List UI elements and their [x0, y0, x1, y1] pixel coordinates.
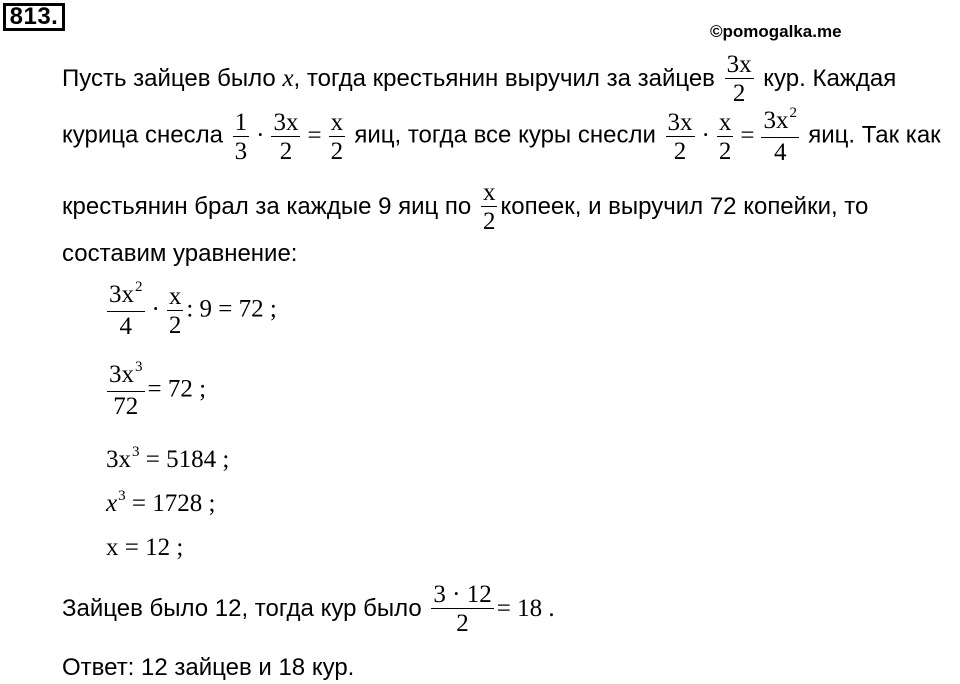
frac-num	[761, 105, 799, 138]
equation-rest: = 5184 ;	[145, 446, 230, 473]
frac-num: x	[718, 108, 732, 136]
text-line-4: составим уравнение:	[62, 240, 298, 267]
frac-num-base: 3x	[109, 361, 134, 388]
exponent: 3	[132, 444, 140, 460]
watermark: ©pomogalka.me	[710, 22, 842, 41]
text-line-2	[62, 105, 941, 166]
equation-4	[106, 490, 215, 518]
fraction	[717, 110, 734, 165]
line1-text-mid: , тогда крестьянин выручил за зайцев	[293, 64, 715, 92]
fraction	[271, 110, 300, 165]
multiply-sign: ·	[151, 295, 160, 323]
fraction-3x12-over-2	[431, 582, 493, 637]
frac-num: x	[168, 282, 182, 310]
equation-3	[106, 446, 229, 474]
frac-num: 3x	[667, 108, 693, 136]
equals-sign: =	[307, 121, 322, 149]
conclusion-text-before: Зайцев было 12, тогда кур было	[62, 594, 422, 622]
frac-den: 2	[482, 208, 496, 235]
problem-number: 813.	[3, 3, 65, 31]
equation-1	[104, 279, 277, 340]
var-x: x	[282, 64, 294, 92]
frac-den: 72	[113, 393, 139, 420]
frac-den: 4	[119, 313, 132, 340]
fraction	[167, 284, 184, 339]
equation-5: x = 12 ;	[106, 534, 184, 561]
fraction	[107, 279, 145, 340]
answer-line: Ответ: 12 зайцев и 18 кур.	[62, 654, 355, 681]
frac-num: x	[482, 179, 496, 206]
frac-den: 2	[673, 137, 687, 165]
text-line-1	[62, 52, 896, 107]
exponent: 2	[135, 279, 143, 295]
expression-total-eggs	[663, 105, 809, 166]
frac-num	[107, 359, 145, 392]
frac-den: 2	[732, 80, 746, 107]
line2-text-mid: яиц, тогда все куры снесли	[354, 121, 656, 149]
frac-den: 2	[279, 137, 293, 165]
frac-num: 3x	[726, 51, 752, 78]
frac-den: 2	[718, 137, 732, 165]
equation-rest: : 9 = 72 ;	[186, 295, 277, 323]
line1-text-after: кур. Каждая	[763, 64, 897, 92]
equation-2	[104, 359, 207, 420]
frac-den: 2	[456, 610, 469, 637]
fraction-x-over-2	[481, 180, 498, 235]
fraction	[107, 359, 145, 420]
expression-egg-per-hen	[230, 108, 355, 165]
line1-text-before: Пусть зайцев было	[62, 64, 276, 92]
fraction	[329, 110, 346, 165]
frac-num	[107, 279, 145, 312]
frac-den: 2	[330, 137, 344, 165]
text-line-3	[62, 180, 868, 235]
multiply-sign: ·	[701, 121, 710, 149]
fraction	[233, 110, 250, 165]
conclusion-line	[62, 582, 555, 637]
equation-rest: = 72 ;	[147, 375, 207, 403]
frac-num: 3x	[273, 108, 299, 136]
equation-rest: = 1728 ;	[131, 490, 216, 517]
fraction	[666, 110, 695, 165]
equals-sign: =	[740, 121, 755, 149]
line2-text-before: курица снесла	[62, 121, 223, 149]
equation-left: x	[106, 490, 118, 517]
fraction	[761, 105, 799, 166]
fraction-3x-over-2	[725, 52, 754, 107]
frac-num: x	[330, 108, 344, 136]
conclusion-text-after: = 18 .	[496, 594, 555, 622]
frac-den: 4	[773, 139, 787, 166]
frac-num-base: 3x	[763, 107, 789, 134]
frac-den: 3	[234, 137, 248, 165]
exponent: 3	[118, 488, 126, 504]
line3-text-after: копеек, и выручил 72 копейки, то	[500, 192, 869, 220]
line3-text-before: крестьянин брал за каждые 9 яиц по	[62, 192, 472, 220]
multiply-sign: ·	[256, 121, 265, 149]
equation-left: 3x	[106, 446, 131, 473]
frac-num-base: 3x	[109, 281, 134, 308]
frac-den: 2	[168, 311, 182, 339]
frac-num: 1	[234, 108, 248, 136]
exponent: 2	[789, 105, 797, 121]
exponent: 3	[135, 359, 143, 375]
line2-text-after: яиц. Так как	[808, 121, 941, 149]
frac-num: 3 · 12	[433, 581, 492, 608]
